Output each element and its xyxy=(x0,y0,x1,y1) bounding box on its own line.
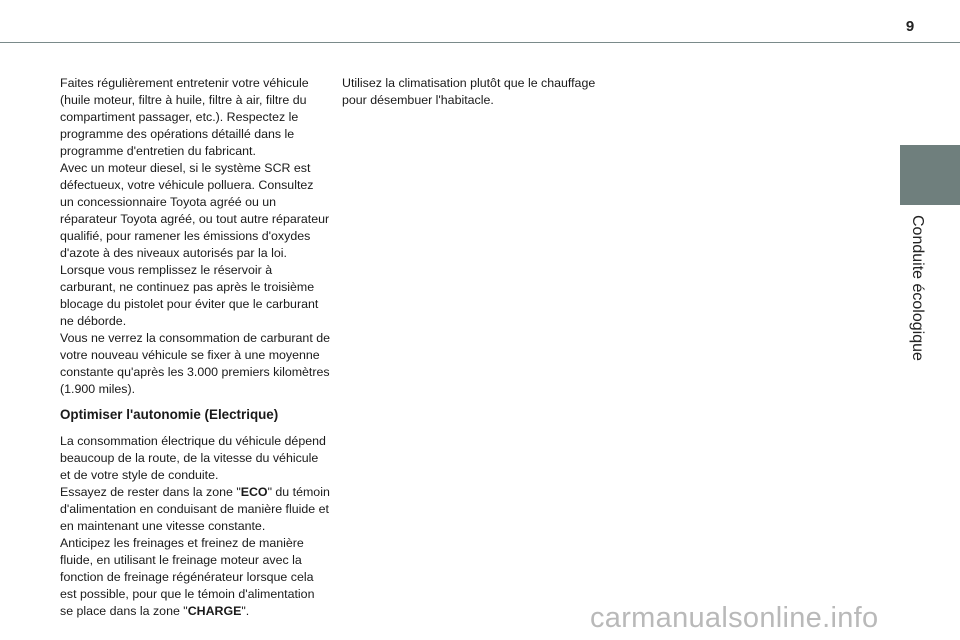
paragraph-electric-consumption: La consommation électrique du véhicule dépend beaucoup de la route, de la vitesse du véhicule et de votre style de conduite. xyxy=(60,434,326,482)
left-column xyxy=(60,75,330,620)
watermark: carmanualsonline.info xyxy=(590,602,879,634)
paragraph-air-conditioning: Utilisez la climatisation plutôt que le chauffage pour désembuer l'habitacle. xyxy=(342,76,596,107)
chapter-tab-label: Conduite écologique xyxy=(909,215,926,361)
right-column xyxy=(342,75,612,109)
paragraph-eco-zone: Essayez de rester dans la zone "ECO" du témoin d'alimentation en conduisant de manière fluide et en maintenant une vitesse constante. xyxy=(60,485,330,533)
paragraph-refuel: Lorsque vous remplissez le réservoir à carburant, ne continuez pas après le troisième blocage du pistolet pour éviter que le carburant ne déborde. xyxy=(60,263,319,328)
paragraph-consumption: Vous ne verrez la consommation de carburant de votre nouveau véhicule se fixer à une moyenne constante qu'après les 3.000 premiers kilomètres (1.900 miles). xyxy=(60,331,330,396)
paragraph-maintenance: Faites régulièrement entretenir votre véhicule (huile moteur, filtre à huile, filtre à air, filtre du compartiment passager, etc.). Respectez le programme des opérations détaillé dans le programme d'entretien du fabricant. xyxy=(60,76,309,158)
paragraph-diesel-scr: Avec un moteur diesel, si le système SCR est défectueux, votre véhicule polluera. Consultez un concessionnaire Toyota agréé ou un réparateur Toyota agréé, ou tout autre réparateur qualifié, pour ramener les émissions d'oxydes d'azote à des niveaux autorisés par la loi. xyxy=(60,161,330,260)
charge-label: CHARGE xyxy=(187,604,242,618)
paragraph-charge-zone: Anticipez les freinages et freinez de manière fluide, en utilisant le freinage moteur avec la fonction de freinage régénérateur lorsque cela est possible, pour que le témoin d'alimentation se place dans la zone "CHARGE". xyxy=(60,536,315,618)
chapter-tab xyxy=(900,145,960,205)
page-number: 9 xyxy=(905,18,915,35)
section-heading: Optimiser l'autonomie (Electrique) xyxy=(60,407,279,422)
eco-label: ECO xyxy=(240,485,268,499)
header-rule xyxy=(0,42,960,43)
